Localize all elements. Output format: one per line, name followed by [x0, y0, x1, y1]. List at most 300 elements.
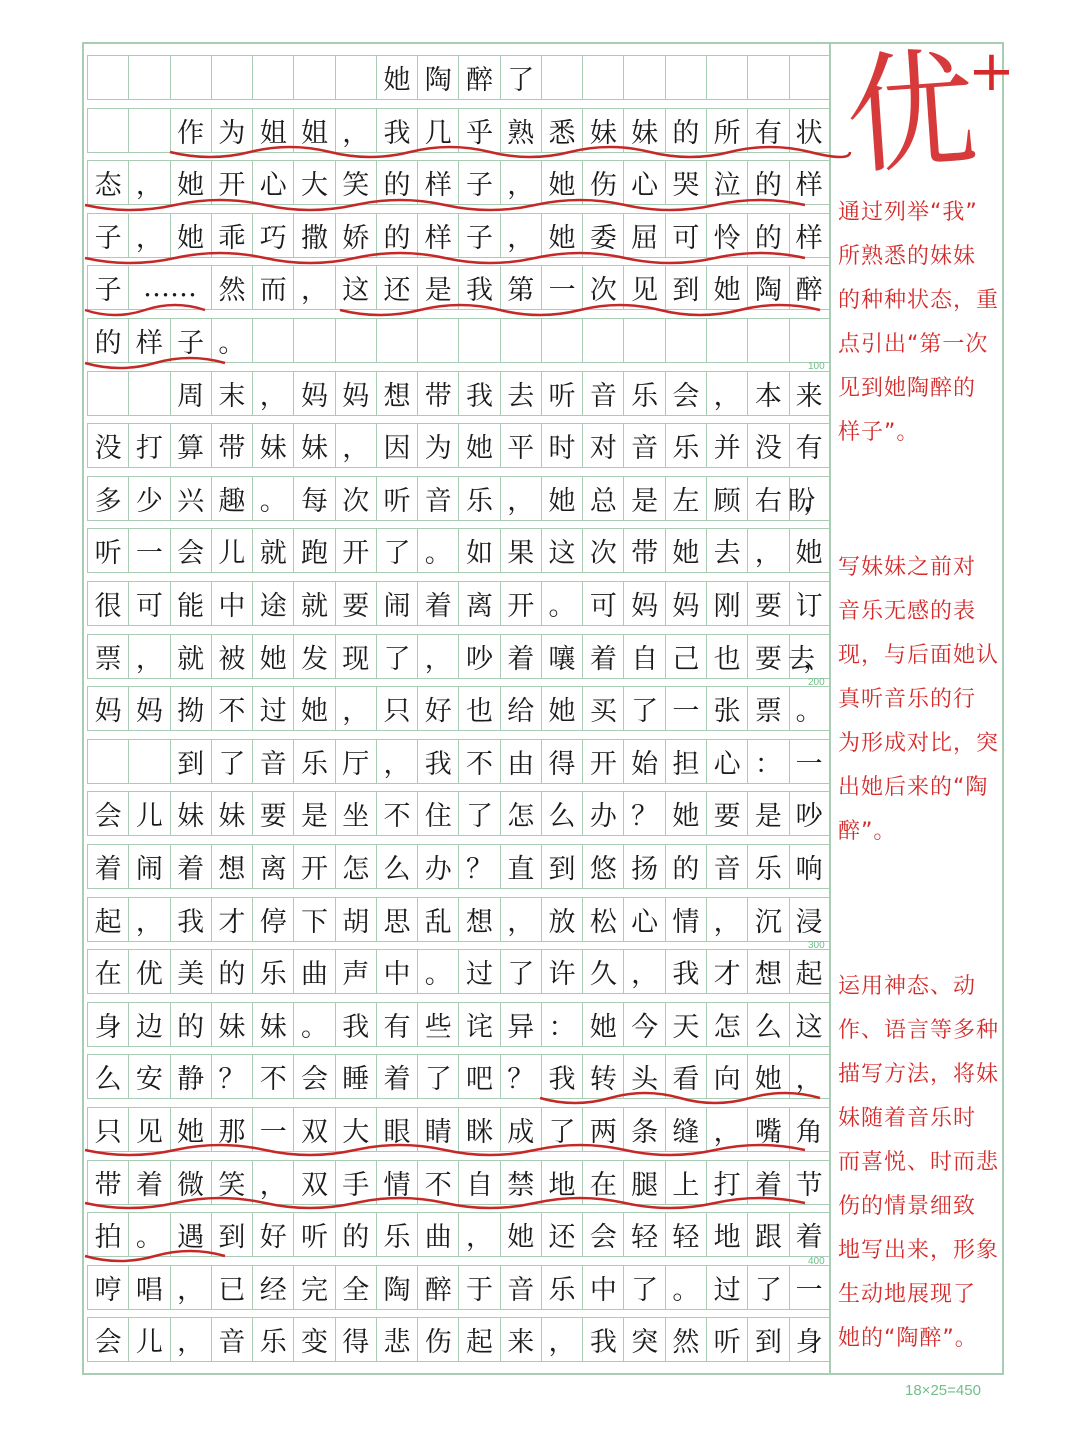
grid-cell: 妈: [335, 372, 376, 415]
grid-cell: 曲: [293, 950, 334, 993]
grid-cell: 她: [170, 161, 211, 204]
grid-cell: ，: [500, 898, 541, 941]
grid-cell: 大: [293, 161, 334, 204]
comment-line: 醉”。: [838, 819, 897, 844]
grid-cell: ，: [293, 266, 334, 309]
grid-cell: 要: [706, 792, 747, 835]
grid-cell: 就: [293, 582, 334, 625]
grid-cell: 样: [417, 161, 458, 204]
grid-cell: 伤: [582, 161, 623, 204]
essay-row: [87, 634, 830, 679]
grid-cell: 悲: [376, 1318, 417, 1361]
essay-row: [87, 265, 830, 310]
grid-cell: 总: [582, 477, 623, 520]
grid-cell: 了: [623, 1266, 664, 1309]
grid-cell: 中: [582, 1266, 623, 1309]
grid-cell: 吧: [458, 1055, 499, 1098]
grid-cell: 为: [211, 109, 252, 152]
comment-line: 点引出“第一次: [838, 332, 989, 357]
grid-cell: 悉: [541, 109, 582, 152]
grid-cell: 离: [252, 845, 293, 888]
grid-cell: 醉: [417, 1266, 458, 1309]
grid-cell: [87, 372, 128, 415]
grid-cell: 全: [335, 1266, 376, 1309]
grid-cell: 妹: [170, 792, 211, 835]
grid-cell: [128, 109, 169, 152]
grid-cell: 一: [128, 529, 169, 572]
comment-line: 所熟悉的妹妹: [838, 244, 977, 269]
title-char: 陶: [417, 56, 458, 99]
grid-cell: 拍: [87, 1213, 128, 1256]
comment-line: 作、语言等多种: [838, 1018, 1000, 1043]
grid-cell: ，: [335, 109, 376, 152]
grid-cell: 扬: [623, 845, 664, 888]
grid-cell: ，: [623, 950, 664, 993]
grid-cell: 响: [789, 845, 830, 888]
grid-cell: 一: [252, 1108, 293, 1151]
grid-cell: 妈: [665, 582, 706, 625]
comment-line: 样子”。: [838, 420, 920, 445]
grid-cell: 刚: [706, 582, 747, 625]
grid-cell: 左: [665, 477, 706, 520]
grid-cell: 着: [170, 845, 211, 888]
grid-cell: 她: [541, 477, 582, 520]
grid-cell: 的: [170, 1003, 211, 1046]
grid-cell: [582, 56, 623, 99]
grid-cell: 只: [87, 1108, 128, 1151]
grid-cell: 中: [376, 950, 417, 993]
grid-cell: 的: [376, 161, 417, 204]
comment-line: 妹随着音乐时: [838, 1106, 977, 1131]
grid-cell: 会: [665, 372, 706, 415]
grid-cell: 妹: [293, 424, 334, 467]
grid-cell: 了: [376, 529, 417, 572]
grid-cell: 我: [541, 1055, 582, 1098]
grid-cell: 优: [128, 950, 169, 993]
grid-cell: 状: [789, 109, 830, 152]
grid-cell: 有: [747, 109, 788, 152]
grid-cell: 直: [500, 845, 541, 888]
grid-cell: 沉: [747, 898, 788, 941]
grid-cell: 了: [458, 792, 499, 835]
essay-row: [87, 371, 830, 416]
grid-cell: ，: [128, 214, 169, 257]
grid-cell: 几: [417, 109, 458, 152]
grid-cell: 我: [417, 740, 458, 783]
grid-cell: 为: [417, 424, 458, 467]
grid-cell: 见: [128, 1108, 169, 1151]
grid-cell: ，: [706, 898, 747, 941]
grid-cell: [128, 56, 169, 99]
grid-cell: 带: [623, 529, 664, 572]
grid-cell: [128, 740, 169, 783]
grid-cell: [541, 319, 582, 362]
grid-cell: 见: [623, 266, 664, 309]
comment-line: 的种种状态，重: [838, 288, 1000, 313]
grid-cell: 妈: [623, 582, 664, 625]
grid-cell: 地: [706, 1213, 747, 1256]
grid-cell: 放: [541, 898, 582, 941]
grid-cell: 还: [541, 1213, 582, 1256]
grid-cell: 的: [335, 1213, 376, 1256]
grid-cell: 思: [376, 898, 417, 941]
grid-cell: 听: [541, 372, 582, 415]
grid-cell: 兴: [170, 477, 211, 520]
grid-cell: 乖: [211, 214, 252, 257]
grid-cell: 。: [417, 529, 458, 572]
grid-cell: 怎: [500, 792, 541, 835]
grid-cell: 打: [128, 424, 169, 467]
grid-cell: 跑: [293, 529, 334, 572]
grid-cell: 如: [458, 529, 499, 572]
grid-cell: [87, 740, 128, 783]
grid-cell: 妹: [211, 792, 252, 835]
grid-cell: 角: [789, 1108, 830, 1151]
grid-cell: 想: [211, 845, 252, 888]
grid-cell: 是: [417, 266, 458, 309]
grid-cell: [582, 319, 623, 362]
grid-cell: 会: [582, 1213, 623, 1256]
grid-cell: 吵: [789, 792, 830, 835]
grid-cell: [789, 319, 830, 362]
grid-cell: 本: [747, 372, 788, 415]
grid-cell: 妹: [211, 1003, 252, 1046]
grid-cell: 趣: [211, 477, 252, 520]
grid-cell: 她: [541, 214, 582, 257]
comment-line: 描写方法，将妹: [838, 1062, 1000, 1087]
grid-cell: 情: [665, 898, 706, 941]
grid-cell: 胡: [335, 898, 376, 941]
grid-cell: 久: [582, 950, 623, 993]
grid-cell: 带: [211, 424, 252, 467]
grid-cell: [706, 319, 747, 362]
grid-cell: 去: [706, 529, 747, 572]
grid-cell: 轻: [665, 1213, 706, 1256]
grid-cell: 已: [211, 1266, 252, 1309]
title-char: 她: [376, 56, 417, 99]
grid-cell: 异: [500, 1003, 541, 1046]
grid-cell: 妹: [252, 424, 293, 467]
grid-cell: ，: [706, 1108, 747, 1151]
grid-cell: 成: [500, 1108, 541, 1151]
grid-cell: 音: [252, 740, 293, 783]
grid-cell: 乐: [293, 740, 334, 783]
grid-cell: 会: [170, 529, 211, 572]
grid-cell: 地: [541, 1161, 582, 1204]
grid-cell: 拗: [170, 687, 211, 730]
essay-row: [87, 108, 830, 153]
grid-cell: ，: [128, 635, 169, 678]
grid-cell: [665, 56, 706, 99]
grid-cell: 要: [747, 635, 788, 678]
grid-cell: 许: [541, 950, 582, 993]
grid-cell: 妈: [87, 687, 128, 730]
grid-cell: 我: [458, 266, 499, 309]
grid-cell: 的: [87, 319, 128, 362]
essay-row: [87, 897, 830, 942]
grid-cell: 。: [293, 1003, 334, 1046]
grid-cell: 作: [170, 109, 211, 152]
grid-cell: 嘴: [747, 1108, 788, 1151]
essay-row: [87, 686, 830, 731]
grid-cell: 去: [500, 372, 541, 415]
grid-cell: 心: [623, 898, 664, 941]
grid-cell: 样: [789, 161, 830, 204]
grid-cell: 开: [500, 582, 541, 625]
comment-line: 生动地展现了: [838, 1282, 977, 1307]
grid-cell: 一: [789, 1266, 830, 1309]
grid-cell: 就: [170, 635, 211, 678]
word-count-marker: 200: [808, 677, 825, 688]
grid-cell: 在: [582, 1161, 623, 1204]
grid-cell: 儿: [128, 1318, 169, 1361]
grid-cell: 要: [252, 792, 293, 835]
grid-cell: 办: [582, 792, 623, 835]
grid-cell: 看: [665, 1055, 706, 1098]
grid-cell: 才: [706, 950, 747, 993]
essay-row: [87, 1107, 830, 1152]
grid-cell: 想: [747, 950, 788, 993]
grid-cell: 下: [293, 898, 334, 941]
grid-cell: 一: [789, 740, 830, 783]
grid-cell: 嚷: [541, 635, 582, 678]
grid-cell: 睡: [335, 1055, 376, 1098]
grid-cell: ：: [541, 1003, 582, 1046]
grid-cell: ？: [500, 1055, 541, 1098]
grid-cell: 些: [417, 1003, 458, 1046]
grid-cell: 闹: [128, 845, 169, 888]
comment-line: 伤的情景细致: [838, 1194, 977, 1219]
grid-cell: 我: [665, 950, 706, 993]
grid-cell: 姐: [293, 109, 334, 152]
grid-cell: 。: [128, 1213, 169, 1256]
grid-cell: 到: [211, 1213, 252, 1256]
grid-cell: 办: [417, 845, 458, 888]
grid-cell: 音: [211, 1318, 252, 1361]
grid-cell: 条: [623, 1108, 664, 1151]
essay-row: [87, 1265, 830, 1310]
grid-cell: 我: [458, 372, 499, 415]
grid-cell: 怜: [706, 214, 747, 257]
grid-cell: 没: [87, 424, 128, 467]
grid-cell: 乐: [623, 372, 664, 415]
grid-cell: 并: [706, 424, 747, 467]
word-count-marker: 300: [808, 940, 825, 951]
grid-cell: 着: [582, 635, 623, 678]
grid-cell: 乱: [417, 898, 458, 941]
grid-cell: 能: [170, 582, 211, 625]
grid-cell: 撒: [293, 214, 334, 257]
grid-cell: 的: [211, 950, 252, 993]
grid-cell: 我: [582, 1318, 623, 1361]
grid-cell: 给: [500, 687, 541, 730]
grid-cell: 时: [541, 424, 582, 467]
grid-cell: 双: [293, 1161, 334, 1204]
grid-cell: 她: [170, 1108, 211, 1151]
grid-cell: 她: [293, 687, 334, 730]
grid-cell: [623, 319, 664, 362]
grid-cell: 己: [665, 635, 706, 678]
grid-cell: 眯: [458, 1108, 499, 1151]
grid-cell: 笑: [211, 1161, 252, 1204]
grid-cell: ，: [128, 161, 169, 204]
grade-plus-mark: +: [968, 39, 1015, 104]
grid-cell: 在: [87, 950, 128, 993]
grid-cell: 转: [582, 1055, 623, 1098]
grid-cell: 心: [706, 740, 747, 783]
grid-cell: [541, 56, 582, 99]
grid-cell: 来: [789, 372, 830, 415]
grid-cell: 微: [170, 1161, 211, 1204]
grid-cell: 突: [623, 1318, 664, 1361]
grid-cell: 音: [623, 424, 664, 467]
grid-cell: 遇: [170, 1213, 211, 1256]
grid-cell: ，: [789, 1055, 830, 1098]
grid-cell: 乐: [747, 845, 788, 888]
grid-cell: 想: [458, 898, 499, 941]
grid-cell: 开: [293, 845, 334, 888]
grid-cell: [335, 56, 376, 99]
teacher-comment-1: [838, 191, 1004, 455]
grid-cell: 腿: [623, 1161, 664, 1204]
grid-cell: 现: [335, 635, 376, 678]
grid-cell: 样: [417, 214, 458, 257]
grid-cell: 过: [252, 687, 293, 730]
grid-cell: 手: [335, 1161, 376, 1204]
grid-cell: 了: [376, 635, 417, 678]
comment-line: 运用神态、动: [838, 974, 977, 999]
grid-cell: 订: [789, 582, 830, 625]
grid-cell: 次: [582, 266, 623, 309]
grid-cell: 声: [335, 950, 376, 993]
grid-cell: 过: [458, 950, 499, 993]
essay-row: [87, 476, 830, 521]
grid-cell: 起: [458, 1318, 499, 1361]
grid-cell: 身: [789, 1318, 830, 1361]
grid-cell: 着: [376, 1055, 417, 1098]
grid-cell: 她: [252, 635, 293, 678]
grid-cell: 对: [582, 424, 623, 467]
grid-cell: 到: [747, 1318, 788, 1361]
grid-cell: 少: [128, 477, 169, 520]
grid-cell: ？: [623, 792, 664, 835]
grid-cell: 不: [252, 1055, 293, 1098]
grid-cell: 要: [335, 582, 376, 625]
grid-cell: 来: [500, 1318, 541, 1361]
grid-cell: 乐: [376, 1213, 417, 1256]
grid-cell: 可: [128, 582, 169, 625]
grid-cell: 子: [170, 319, 211, 362]
teacher-comment-3: [838, 965, 1004, 1361]
essay-row: [87, 581, 830, 626]
comment-line: 为形成对比，突: [838, 731, 1000, 756]
grid-cell: [293, 319, 334, 362]
grid-cell: 泣: [706, 161, 747, 204]
grid-cell: 不: [417, 1161, 458, 1204]
grid-cell: 而: [252, 266, 293, 309]
grid-cell: 次: [335, 477, 376, 520]
grid-cell: 顾: [706, 477, 747, 520]
grid-cell: 好: [252, 1213, 293, 1256]
grid-cell: 音: [582, 372, 623, 415]
grid-cell: 厅: [335, 740, 376, 783]
grid-cell: 向: [706, 1055, 747, 1098]
grid-cell: 眼: [376, 1108, 417, 1151]
grid-cell: [376, 319, 417, 362]
grid-cell: 情: [376, 1161, 417, 1204]
grid-cell: 怎: [706, 1003, 747, 1046]
grid-cell: 想: [376, 372, 417, 415]
grid-cell: 吵: [458, 635, 499, 678]
grid-cell: 么: [747, 1003, 788, 1046]
grid-cell: 不: [458, 740, 499, 783]
grid-cell: 是: [623, 477, 664, 520]
grid-cell: 么: [541, 792, 582, 835]
grid-cell: 只: [376, 687, 417, 730]
grid-cell: 变: [293, 1318, 334, 1361]
comment-line: 真听音乐的行: [838, 687, 977, 712]
grid-cell: 了: [541, 1108, 582, 1151]
grid-cell: 子: [458, 214, 499, 257]
grid-cell: 可: [582, 582, 623, 625]
grid-cell: 样: [789, 214, 830, 257]
grid-cell: 发: [293, 635, 334, 678]
title-char: 醉: [458, 56, 499, 99]
grid-cell: ：: [747, 740, 788, 783]
grid-cell: 不: [211, 687, 252, 730]
essay-row: [87, 318, 830, 363]
grid-cell: 然: [665, 1318, 706, 1361]
grid-cell: 离: [458, 582, 499, 625]
grid-cell: 么: [376, 845, 417, 888]
grid-cell: 她: [582, 1003, 623, 1046]
grid-cell: 一: [665, 687, 706, 730]
grid-cell: 松: [582, 898, 623, 941]
grid-cell: 着: [747, 1161, 788, 1204]
grid-cell: 有: [789, 424, 830, 467]
essay-row: [87, 949, 830, 994]
grid-cell: 头: [623, 1055, 664, 1098]
essay-row: [87, 213, 830, 258]
grid-cell: 每: [293, 477, 334, 520]
grid-cell: 得: [335, 1318, 376, 1361]
grid-cell: 到: [541, 845, 582, 888]
grid-cell: 中: [211, 582, 252, 625]
grid-cell: 乐: [665, 424, 706, 467]
comment-line: 现，与后面她认: [838, 643, 1000, 668]
grid-cell: 是: [293, 792, 334, 835]
grid-cell: 自: [458, 1161, 499, 1204]
grid-cell: 着: [87, 845, 128, 888]
grid-cell: 的: [747, 214, 788, 257]
grid-cell: 娇: [335, 214, 376, 257]
grid-cell: 。: [541, 582, 582, 625]
grid-cell: 天: [665, 1003, 706, 1046]
grid-cell: 我: [335, 1003, 376, 1046]
grid-cell: 带: [87, 1161, 128, 1204]
grid-cell: 停: [252, 898, 293, 941]
grid-cell: 心: [252, 161, 293, 204]
grid-cell: [665, 319, 706, 362]
grid-cell: ，: [252, 1161, 293, 1204]
comment-line: 音乐无感的表: [838, 599, 977, 624]
grid-cell: 好: [417, 687, 458, 730]
grid-cell: 次: [582, 529, 623, 572]
grid-cell: 算: [170, 424, 211, 467]
grid-cell: 她: [458, 424, 499, 467]
grid-cell: 音: [706, 845, 747, 888]
grid-cell: 盼，: [789, 477, 830, 520]
